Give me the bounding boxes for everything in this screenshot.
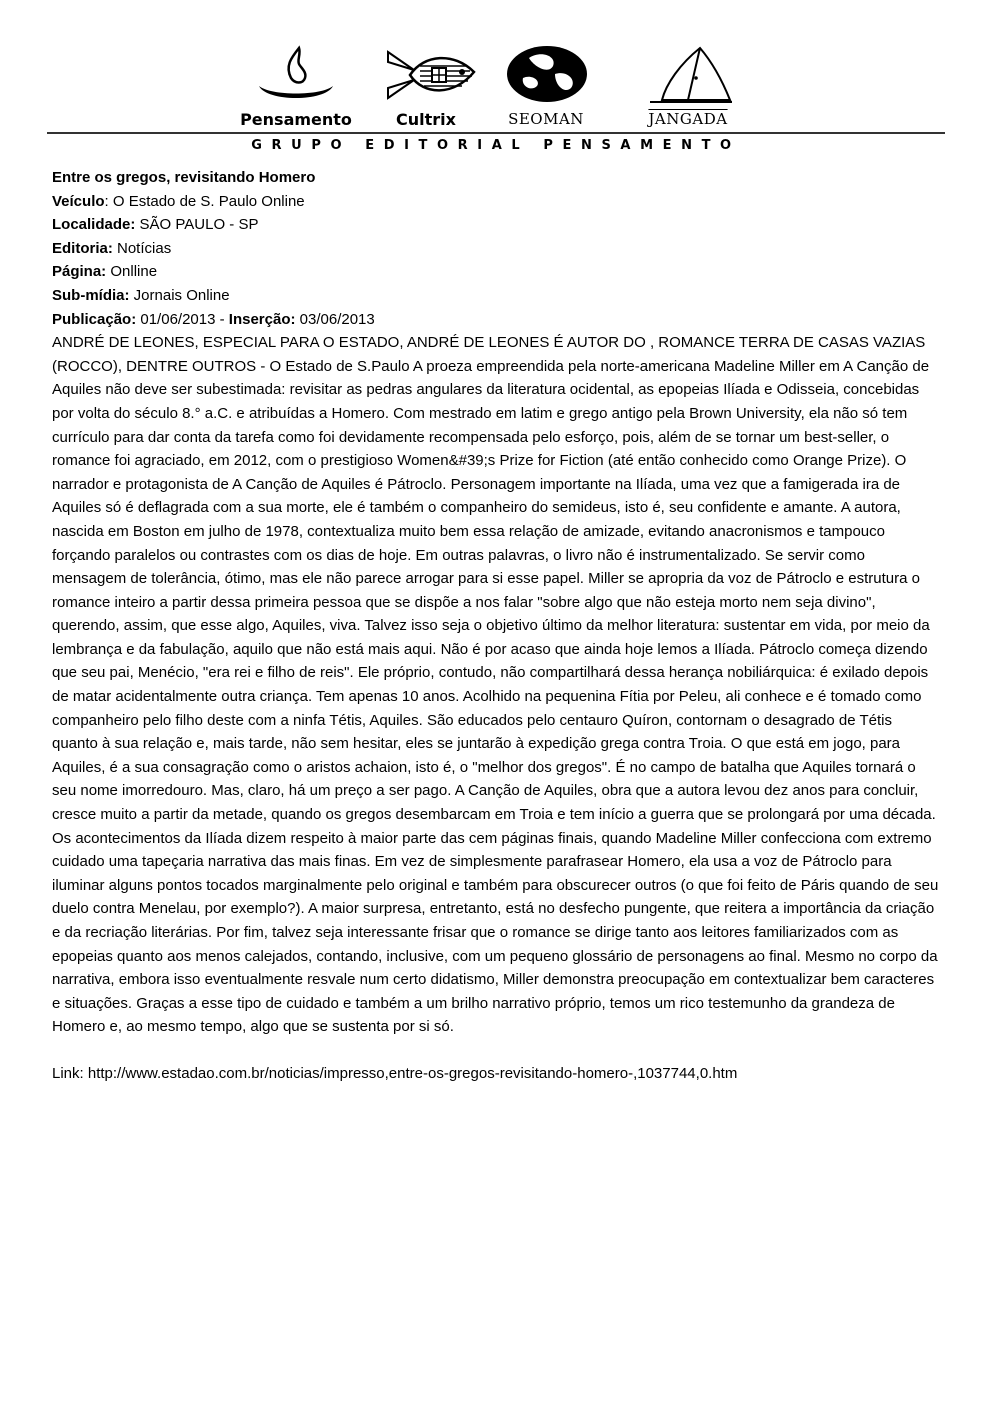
meta-localidade-label: Localidade: <box>52 216 136 234</box>
logo-label-jangada: JANGADA <box>648 110 728 128</box>
publisher-header <box>0 0 992 160</box>
seoman-icon <box>501 44 591 106</box>
lamp-icon <box>251 44 341 106</box>
fish-icon <box>374 44 478 106</box>
meta-publicacao-value: 01/06/2013 - <box>136 310 229 328</box>
meta-editoria-value: Notícias <box>112 239 172 257</box>
header-divider <box>47 132 945 134</box>
meta-submidia <box>52 284 942 308</box>
meta-veiculo-value: : O Estado de S. Paulo Online <box>104 192 305 210</box>
meta-submidia-label: Sub-mídia: <box>52 286 130 304</box>
meta-veiculo-label: Veículo <box>52 192 105 210</box>
sail-icon <box>640 44 736 106</box>
meta-veiculo <box>52 190 942 214</box>
logo-label-pensamento: Pensamento <box>240 110 352 129</box>
logo-pensamento <box>226 44 366 134</box>
meta-pagina <box>52 260 942 284</box>
logo-label-seoman: SEOMAN <box>508 110 584 128</box>
meta-insercao-label: Inserção: <box>228 310 296 328</box>
meta-insercao-value: 03/06/2013 <box>295 310 375 328</box>
meta-pagina-label: Página: <box>52 263 107 281</box>
meta-submidia-value: Jornais Online <box>129 286 230 304</box>
logo-cultrix <box>356 44 496 134</box>
meta-pagina-value: Onlline <box>106 263 158 281</box>
article <box>52 166 942 1086</box>
article-link: Link: http://www.estadao.com.br/noticias/impresso,entre-os-gregos-revisitando-homero-,1037744,0.htm <box>52 1064 738 1082</box>
meta-localidade <box>52 213 942 237</box>
meta-localidade-value: SÃO PAULO - SP <box>135 216 259 234</box>
logo-jangada <box>618 44 758 134</box>
article-title: Entre os gregos, revisitando Homero <box>52 169 316 186</box>
meta-editoria <box>52 237 942 261</box>
meta-publicacao-label: Publicação: <box>52 310 137 328</box>
logo-label-cultrix: Cultrix <box>396 110 456 129</box>
meta-editoria-label: Editoria: <box>52 239 113 257</box>
logo-seoman <box>476 44 616 134</box>
article-body: ANDRÉ DE LEONES, ESPECIAL PARA O ESTADO, ANDRÉ DE LEONES É AUTOR DO , ROMANCE TERRA DE CASAS VAZIAS (ROCCO), DENTRE OUTROS - O Estado de S.Paulo A proeza empreendida pela norte-americana Madeline Miller em A Canção de Aquiles não deve ser subestimada: revisitar as pedras angulares da literatura ocidental, as epopeias Ilíada e Odisseia, concebidas por volta do século 8.° a.C. e atribuídas a Homero. Com mestrado em latim e grego antigo pela Brown University, ela não só tem currículo para dar conta da tarefa como foi devidamente recompensada pelo esforço, pois, além de se tornar um best-seller, o romance foi agraciado, em 2012, com o prestigioso Women&#39;s Prize for Fiction (até então conhecido como Orange Prize). O narrador e protagonista de A Canção de Aquiles é Pátroclo. Personagem importante na Ilíada, uma vez que a famigerada ira de Aquiles só é deflagrada com a sua morte, ele é também o companheiro do semideus, isto é, seu confidente e amante. A autora, nascida em Boston em julho de 1978, contextualiza muito bem essa relação de amizade, evitando anacronismos e tampouco forçando paralelos ou contrastes com os dias de hoje. Em outras palavras, o livro não é instrumentalizado. Se servir como mensagem de tolerância, ótimo, mas ele não parece arrogar para si esse papel. Miller se apropria da voz de Pátroclo e estrutura o romance inteiro a partir dessa primeira pessoa que se dispõe a nos falar "sobre algo que não esteja morto nem seja divino", querendo, assim, que esse algo, Aquiles, viva. Talvez isso seja o objetivo último da melhor literatura: sustentar em vida, por meio da lembrança e da fabulação, aquilo que não está mais aqui. Não é por acaso que ainda hoje lemos a Ilíada. Pátroclo começa dizendo que seu pai, Menécio, "era rei e filho de reis". Ele próprio, contudo, não compartilhará dessa herança nobiliárquica: é exilado depois de matar acidentalmente outra criança. Tem apenas 10 anos. Acolhido na pequenina Fítia por Peleu, ali conhece e é tomado como companheiro pelo filho deste com a ninfa Tétis, Aquiles. São educados pelo centauro Quíron, contornam o desagrado de Tétis quanto à sua relação e, mais tarde, não sem hesitar, eles se juntarão à expedição grega contra Troia. O que está em jogo, para Aquiles, é a sua consagração como o aristos achaion, isto é, o "melhor dos gregos". É no campo de batalha que Aquiles tornará o seu nome imorredouro. Mas, claro, há um preço a ser pago. A Canção de Aquiles, obra que a autora levou dez anos para concluir, cresce muito a partir da metade, quando os gregos desembarcam em Troia e tem início a guerra que se prolongará por uma década. Os acontecimentos da Ilíada dizem respeito à maior parte das cem páginas finais, quando Madeline Miller confecciona com extremo cuidado uma tapeçaria narrativa das mais finas. Em vez de simplesmente parafrasear Homero, ela usa a voz de Pátroclo para iluminar alguns pontos tocados marginalmente pelo original e também para obscurecer outros (o que foi feito de Páris quando de seu duelo contra Menelau, por exemplo?). A maior surpresa, entretanto, está no desfecho pungente, que reitera a importância da criação e da recriação literárias. Por fim, talvez seja interessante frisar que o romance se dirige tanto aos leitores familiarizados com as epopeias quanto aos menos calejados, contando, inclusive, com um pequeno glossário de personagens ao final. Mesmo no corpo da narrativa, embora isso eventualmente resvale num certo didatismo, Miller demonstra preocupação em contextualizar bem caracteres e situações. Graças a esse tipo de cuidado e também a um brilho narrativo próprio, temos um rico testemunho da grandeza de Homero e, ao mesmo tempo, algo que se sustenta por si só. <box>52 334 939 1036</box>
group-name: GRUPO EDITORIAL PENSAMENTO <box>251 138 741 153</box>
meta-publicacao <box>52 308 942 332</box>
